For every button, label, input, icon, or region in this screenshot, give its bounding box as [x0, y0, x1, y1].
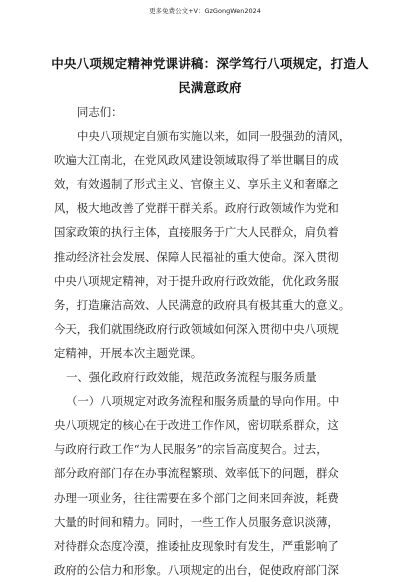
paragraph-line: 央八项规定的核心在于改进工作作风，密切联系群众，这: [54, 418, 339, 433]
document-title: [40, 53, 380, 101]
paragraph-line: 大量的时间和精力。同时，一些工作人员服务意识淡薄，: [54, 514, 339, 529]
paragraph-line: 中央八项规定精神，对于提升政府行政效能，优化政务服: [54, 273, 339, 288]
title-line: 中央八项规定精神党课讲稿：深学笃行八项规定，打造人: [51, 56, 369, 71]
paragraph-line: 效，有效遏制了形式主义、官僚主义、享乐主义和奢靡之: [54, 177, 339, 192]
salutation: 同志们：: [77, 105, 123, 119]
paragraph-line: 定精神，开展本次主题党课。: [54, 345, 203, 360]
paragraph-line: （一）八项规定对政务流程和服务质量的导向作用。中: [66, 394, 340, 409]
paragraph-line: 政府的公信力和形象。八项规定的出台，促使政府部门深: [54, 562, 339, 577]
paragraph-line: 推动经济社会发展、保障人民福祉的重大使命。深入贯彻: [54, 249, 339, 264]
paragraph-line: 部分政府部门存在办事流程繁琐、效率低下的问题，群众: [54, 466, 339, 481]
paragraph-line: 风，极大地改善了党群干群关系。政府行政领域作为党和: [54, 201, 339, 216]
header-note: 更多免费公文+V：GzGongWen2024: [149, 7, 261, 15]
paragraph-line: 办理一项业务，往往需要在多个部门之间来回奔波，耗费: [54, 490, 339, 505]
document-body: [54, 100, 364, 582]
section-heading: 一、强化政府行政效能，规范政务流程与服务质量: [66, 370, 317, 385]
paragraph-line: 与政府行政工作“为人民服务”的宗旨高度契合。过去，: [54, 442, 328, 457]
paragraph-line: 今天，我们就围绕政府行政领域如何深入贯彻中央八项规: [54, 321, 339, 336]
paragraph-line: 国家政策的执行主体，直接服务于广大人民群众，肩负着: [54, 225, 339, 240]
paragraph-line: 务，打造廉洁高效、人民满意的政府具有极其重大的意义。: [54, 297, 351, 312]
paragraph-line: 吹遍大江南北，在党风政风建设领域取得了举世瞩目的成: [54, 153, 339, 168]
title-line: 民满意政府: [178, 80, 242, 96]
paragraph-line: 中央八项规定自颁布实施以来，如同一股强劲的清风，: [77, 129, 351, 144]
paragraph-line: 对待群众态度冷漠，推诿扯皮现象时有发生，严重影响了: [54, 538, 339, 553]
